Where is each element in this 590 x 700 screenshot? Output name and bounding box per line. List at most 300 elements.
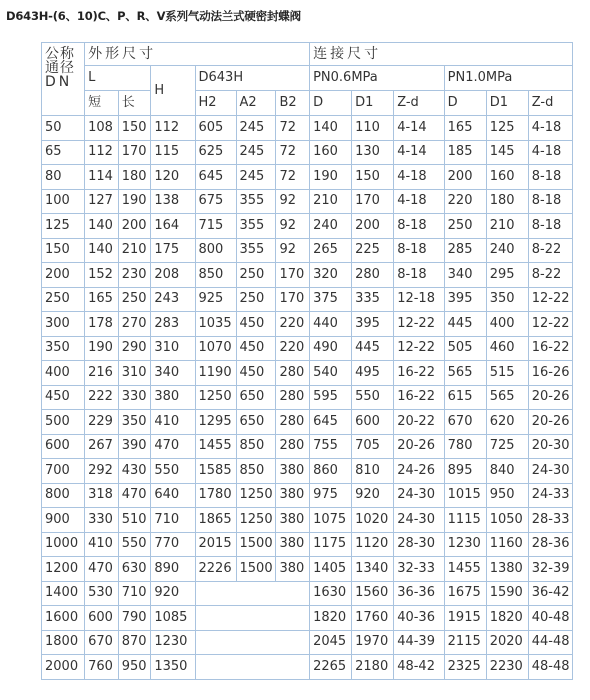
table-cell: 140 [85,238,119,263]
table-cell: 565 [444,361,486,386]
table-cell: 36-36 [394,581,444,606]
table-cell: 350 [118,410,151,435]
table-cell: 8-22 [528,238,572,263]
table-row [42,385,573,410]
table-cell [195,581,310,606]
table-cell: 925 [195,287,236,312]
table-cell: 1585 [195,459,236,484]
table-cell: 170 [276,287,310,312]
table-cell: 780 [444,434,486,459]
header-short: 短 [85,91,119,116]
table-cell: 2045 [310,630,352,655]
table-cell: 600 [85,606,119,631]
table-cell: 12-22 [394,336,444,361]
table-cell: 625 [195,140,236,165]
table-cell: 550 [352,385,394,410]
table-cell: 280 [352,263,394,288]
table-cell: 445 [352,336,394,361]
table-cell: 460 [486,336,528,361]
table-row [42,581,573,606]
header-A2: A2 [236,91,276,116]
table-cell: 850 [195,263,236,288]
table-cell: 710 [118,581,151,606]
table-cell: 165 [85,287,119,312]
page-title: D643H-(6、10)C、P、R、V系列气动法兰式硬密封蝶阀 [6,9,301,23]
table-cell: 140 [310,116,352,141]
table-cell: 225 [352,238,394,263]
header-long: 长 [118,91,151,116]
table-cell: 250 [236,287,276,312]
table-cell: 20-30 [528,434,572,459]
header-pn10: PN1.0MPa [444,66,572,91]
table-cell: 250 [118,287,151,312]
table-cell: 1590 [486,581,528,606]
table-cell: 250 [444,214,486,239]
header-pn06: PN0.6MPa [310,66,445,91]
table-cell: 270 [118,312,151,337]
table-cell: 240 [486,238,528,263]
table-cell: 1865 [195,508,236,533]
table-cell: 245 [236,116,276,141]
table-cell: 8-18 [528,214,572,239]
table-cell: 150 [118,116,151,141]
table-cell: 800 [195,238,236,263]
table-cell: 2180 [352,655,394,680]
table-row [42,336,573,361]
table-cell: 20-26 [528,410,572,435]
table-cell: 208 [151,263,195,288]
table-cell: 16-22 [528,336,572,361]
table-cell: 390 [118,434,151,459]
table-row [42,483,573,508]
table-row [42,508,573,533]
table-cell: 330 [85,508,119,533]
table-cell: 1350 [151,655,195,680]
table-cell: 170 [352,189,394,214]
table-cell: 8-18 [394,263,444,288]
table-cell: 280 [276,410,310,435]
table-cell: 725 [486,434,528,459]
header-D1-pn06: D1 [352,91,394,116]
table-cell: 1380 [486,557,528,582]
table-cell: 229 [85,410,119,435]
table-cell: 292 [85,459,119,484]
table-cell: 430 [118,459,151,484]
table-cell [195,655,310,680]
table-cell: 24-30 [528,459,572,484]
table-cell: 250 [42,287,85,312]
table-cell: 770 [151,532,195,557]
table-cell: 1675 [444,581,486,606]
table-cell: 355 [236,189,276,214]
table-cell: 4-18 [394,165,444,190]
table-cell: 100 [42,189,85,214]
table-cell: 400 [486,312,528,337]
table-cell: 108 [85,116,119,141]
table-cell: 112 [151,116,195,141]
table-cell: 16-26 [528,361,572,386]
table-cell: 110 [352,116,394,141]
table-cell: 200 [444,165,486,190]
table-row [42,655,573,680]
table-cell: 4-14 [394,116,444,141]
table-cell: 565 [486,385,528,410]
table-cell: 645 [310,410,352,435]
table-cell: 500 [42,410,85,435]
table-cell [195,630,310,655]
table-cell: 210 [118,238,151,263]
table-cell: 170 [118,140,151,165]
table-cell: 340 [444,263,486,288]
table-cell: 310 [151,336,195,361]
table-cell: 1190 [195,361,236,386]
table-row [42,165,573,190]
table-cell: 200 [352,214,394,239]
table-cell: 8-18 [528,165,572,190]
table-cell: 290 [118,336,151,361]
table-cell: 140 [85,214,119,239]
table-cell: 44-39 [394,630,444,655]
table-cell: 8-18 [394,238,444,263]
table-cell: 675 [195,189,236,214]
table-cell: 1000 [42,532,85,557]
table-cell: 450 [236,312,276,337]
table-cell: 114 [85,165,119,190]
table-cell: 860 [310,459,352,484]
table-cell: 16-22 [394,385,444,410]
header-nominal-diameter [42,43,85,116]
table-cell: 450 [236,361,276,386]
table-cell: 2226 [195,557,236,582]
table-cell: 283 [151,312,195,337]
table-cell: 1340 [352,557,394,582]
table-cell: 890 [151,557,195,582]
table-cell: 330 [118,385,151,410]
table-row [42,459,573,484]
table-cell: 650 [236,410,276,435]
table-row [42,532,573,557]
table-cell: 640 [151,483,195,508]
table-cell: 645 [195,165,236,190]
table-cell: 1085 [151,606,195,631]
table-cell: 850 [236,434,276,459]
table-cell: 220 [444,189,486,214]
table-cell: 1175 [310,532,352,557]
table-row [42,361,573,386]
table-cell: 4-18 [528,116,572,141]
table-cell: 12-22 [528,312,572,337]
table-cell: 180 [118,165,151,190]
table-cell: 280 [276,361,310,386]
table-cell: 220 [276,336,310,361]
table-cell: 164 [151,214,195,239]
header-B2: B2 [276,91,310,116]
table-cell: 92 [276,214,310,239]
table-cell: 250 [236,263,276,288]
table-cell: 530 [85,581,119,606]
table-cell: 1250 [236,483,276,508]
table-cell: 320 [310,263,352,288]
table-cell: 755 [310,434,352,459]
table-cell: 790 [118,606,151,631]
header-connection-dimensions: 连接尺寸 [310,43,573,66]
table-cell: 1915 [444,606,486,631]
table-cell: 36-42 [528,581,572,606]
table-row [42,630,573,655]
table-cell: 470 [85,557,119,582]
table-cell: 495 [352,361,394,386]
table-cell: 230 [118,263,151,288]
table-cell: 1035 [195,312,236,337]
table-cell: 20-26 [528,385,572,410]
table-cell: 1050 [486,508,528,533]
table-cell: 2020 [486,630,528,655]
table-cell: 300 [42,312,85,337]
table-cell: 8-18 [528,189,572,214]
table-cell: 190 [310,165,352,190]
spec-table-body [42,43,573,680]
table-cell: 505 [444,336,486,361]
header-row-1 [42,43,573,66]
table-cell: 1820 [310,606,352,631]
table-row [42,312,573,337]
table-cell: 280 [276,385,310,410]
table-cell: 380 [276,557,310,582]
table-cell: 2325 [444,655,486,680]
table-row [42,557,573,582]
table-cell: 2265 [310,655,352,680]
table-cell: 1250 [195,385,236,410]
table-cell: 550 [118,532,151,557]
table-row [42,140,573,165]
table-cell: 380 [276,459,310,484]
table-cell: 1400 [42,581,85,606]
table-cell: 243 [151,287,195,312]
table-cell: 222 [85,385,119,410]
table-cell: 1455 [444,557,486,582]
table-cell: 895 [444,459,486,484]
table-cell [195,606,310,631]
table-cell: 670 [444,410,486,435]
table-cell: 115 [151,140,195,165]
table-cell: 24-30 [394,508,444,533]
table-cell: 50 [42,116,85,141]
table-cell: 595 [310,385,352,410]
table-cell: 450 [236,336,276,361]
table-row [42,410,573,435]
table-cell: 152 [85,263,119,288]
table-cell: 28-36 [528,532,572,557]
table-cell: 620 [486,410,528,435]
table-cell: 185 [444,140,486,165]
table-cell: 12-22 [394,312,444,337]
header-model: D643H [195,66,310,91]
table-cell: 80 [42,165,85,190]
table-cell: 1600 [42,606,85,631]
table-cell: 216 [85,361,119,386]
table-cell: 92 [276,238,310,263]
table-cell: 380 [151,385,195,410]
table-cell: 540 [310,361,352,386]
table-cell: 470 [118,483,151,508]
table-cell: 265 [310,238,352,263]
table-cell: 380 [276,532,310,557]
table-cell: 20-26 [394,434,444,459]
table-cell: 4-18 [528,140,572,165]
table-cell: 445 [444,312,486,337]
table-cell: 1630 [310,581,352,606]
table-cell: 705 [352,434,394,459]
table-cell: 295 [486,263,528,288]
table-cell: 92 [276,189,310,214]
header-D1-pn10: D1 [486,91,528,116]
table-cell: 975 [310,483,352,508]
table-row [42,238,573,263]
table-cell: 920 [151,581,195,606]
table-cell: 28-33 [528,508,572,533]
table-cell: 8-18 [394,214,444,239]
table-cell: 285 [444,238,486,263]
table-cell: 715 [195,214,236,239]
table-cell: 380 [276,508,310,533]
table-cell: 240 [310,214,352,239]
table-cell: 600 [352,410,394,435]
table-cell: 490 [310,336,352,361]
table-cell: 1455 [195,434,236,459]
table-cell: 2015 [195,532,236,557]
table-cell: 920 [352,483,394,508]
table-cell: 440 [310,312,352,337]
header-row-3 [42,91,573,116]
table-cell: 335 [352,287,394,312]
table-cell: 615 [444,385,486,410]
table-cell: 2230 [486,655,528,680]
table-cell: 1070 [195,336,236,361]
table-cell: 125 [42,214,85,239]
table-cell: 210 [310,189,352,214]
table-cell: 340 [151,361,195,386]
table-row [42,606,573,631]
table-cell: 605 [195,116,236,141]
header-D-pn06: D [310,91,352,116]
table-cell: 220 [276,312,310,337]
table-cell: 950 [118,655,151,680]
table-cell: 32-33 [394,557,444,582]
table-cell: 1120 [352,532,394,557]
table-cell: 1500 [236,557,276,582]
header-nominal-line2: 通径 [45,60,75,76]
table-cell: 600 [42,434,85,459]
table-row [42,287,573,312]
table-cell: 310 [118,361,151,386]
table-cell: 4-14 [394,140,444,165]
header-outer-dimensions: 外形尺寸 [85,43,310,66]
spec-table [41,42,573,680]
table-cell: 1230 [151,630,195,655]
table-cell: 72 [276,165,310,190]
table-cell: 510 [118,508,151,533]
table-cell: 130 [352,140,394,165]
table-cell: 710 [151,508,195,533]
table-cell: 170 [276,263,310,288]
table-cell: 1560 [352,581,394,606]
table-cell: 380 [276,483,310,508]
table-cell: 72 [276,140,310,165]
table-cell: 120 [151,165,195,190]
header-nominal-line1: 公称 [45,46,75,62]
table-cell: 1015 [444,483,486,508]
table-cell: 280 [276,434,310,459]
table-cell: 165 [444,116,486,141]
table-cell: 355 [236,214,276,239]
table-row [42,189,573,214]
table-cell: 1500 [236,532,276,557]
table-cell: 190 [118,189,151,214]
table-cell: 1820 [486,606,528,631]
table-cell: 245 [236,140,276,165]
table-cell: 410 [151,410,195,435]
table-cell: 550 [151,459,195,484]
table-cell: 48-42 [394,655,444,680]
header-D-pn10: D [444,91,486,116]
table-cell: 1250 [236,508,276,533]
table-cell: 1115 [444,508,486,533]
table-cell: 175 [151,238,195,263]
table-cell: 12-18 [394,287,444,312]
table-cell: 2000 [42,655,85,680]
table-cell: 48-48 [528,655,572,680]
table-cell: 350 [42,336,85,361]
table-cell: 210 [486,214,528,239]
table-cell: 630 [118,557,151,582]
table-cell: 16-22 [394,361,444,386]
table-cell: 160 [486,165,528,190]
table-cell: 350 [486,287,528,312]
table-cell: 245 [236,165,276,190]
table-row [42,214,573,239]
table-cell: 395 [352,312,394,337]
table-cell: 400 [42,361,85,386]
table-cell: 1020 [352,508,394,533]
table-cell: 267 [85,434,119,459]
header-H2: H2 [195,91,236,116]
table-cell: 840 [486,459,528,484]
table-cell: 318 [85,483,119,508]
table-cell: 72 [276,116,310,141]
table-row [42,434,573,459]
table-cell: 180 [486,189,528,214]
table-cell: 20-22 [394,410,444,435]
table-cell: 190 [85,336,119,361]
table-cell: 32-39 [528,557,572,582]
table-cell: 450 [42,385,85,410]
table-cell: 1800 [42,630,85,655]
table-cell: 1200 [42,557,85,582]
table-cell: 1295 [195,410,236,435]
table-cell: 150 [352,165,394,190]
table-cell: 44-48 [528,630,572,655]
table-cell: 355 [236,238,276,263]
table-cell: 127 [85,189,119,214]
table-cell: 28-30 [394,532,444,557]
header-nominal-line3: DN [45,74,73,90]
table-cell: 515 [486,361,528,386]
table-cell: 138 [151,189,195,214]
table-cell: 65 [42,140,85,165]
table-cell: 200 [42,263,85,288]
table-cell: 1230 [444,532,486,557]
table-cell: 40-48 [528,606,572,631]
